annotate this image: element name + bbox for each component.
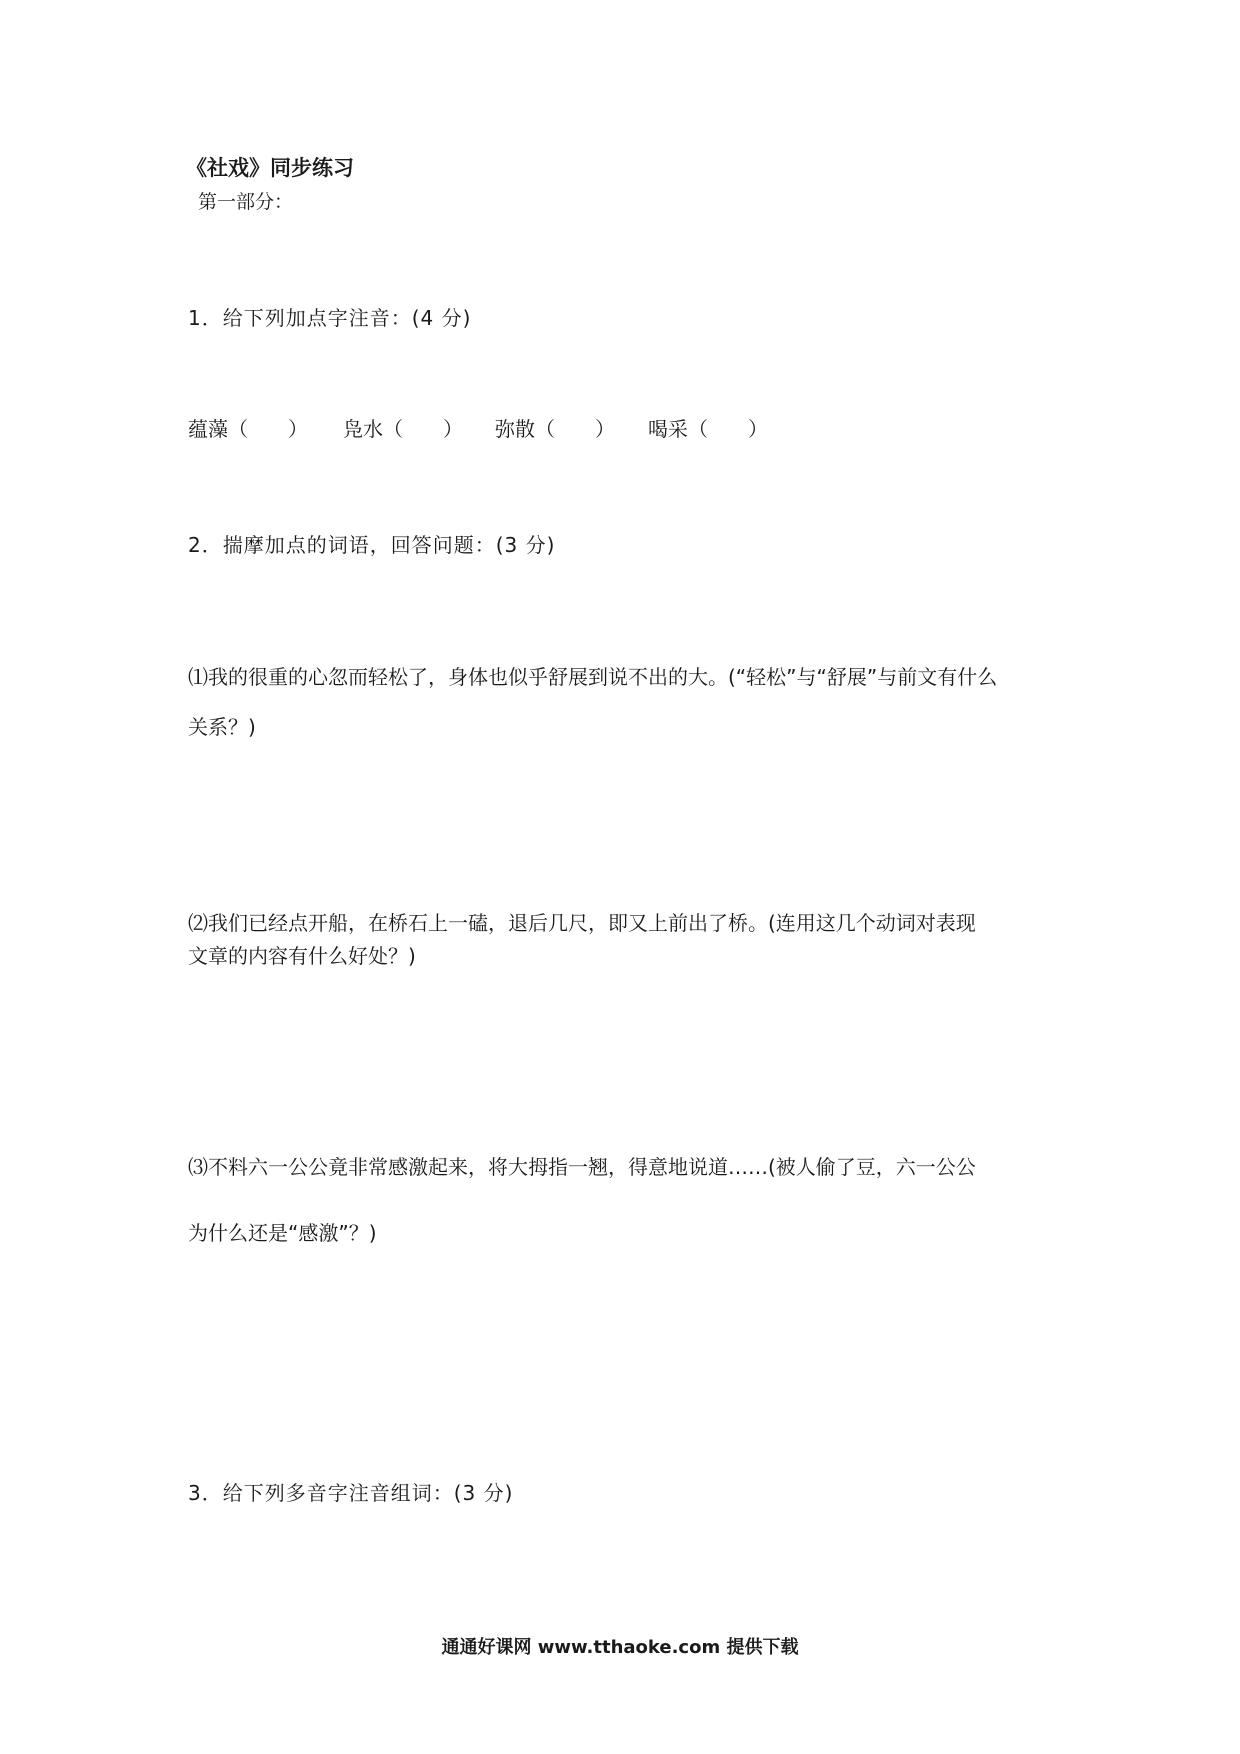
footer-text: 通通好课网 www.tthaoke.com 提供下载 (441, 1637, 799, 1658)
question-2-2-line1: ⑵我们已经点开船，在桥石上一磕，退后几尺，即又上前出了桥。(连用这几个动词对表现 (188, 911, 976, 935)
question-2: 2．揣摩加点的词语，回答问题：(3 分) (188, 533, 556, 557)
question-3: 3．给下列多音字注音组词：(3 分) (188, 1481, 514, 1505)
part-heading: 第一部分： (198, 191, 294, 213)
word-item: 凫水（ ） (343, 417, 463, 441)
question-2-3-line2: 为什么还是“感激”？) (188, 1221, 377, 1245)
question-2-1-line2: 关系？) (188, 715, 256, 739)
question-2-3-line1: ⑶不料六一公公竟非常感激起来，将大拇指一翘，得意地说道……(被人偷了豆，六一公公 (188, 1155, 976, 1179)
word-item: 蕴藻（ ） (188, 417, 308, 441)
document-title: 《社戏》同步练习 (186, 156, 354, 180)
question-1: 1．给下列加点字注音：(4 分) (188, 306, 472, 330)
word-item: 弥散（ ） (495, 417, 615, 441)
word-item: 喝采（ ） (648, 417, 768, 441)
question-2-1-line1: ⑴我的很重的心忽而轻松了，身体也似乎舒展到说不出的大。(“轻松”与“舒展”与前文有什么 (188, 665, 998, 689)
question-2-2-line2: 文章的内容有什么好处？) (188, 944, 416, 968)
